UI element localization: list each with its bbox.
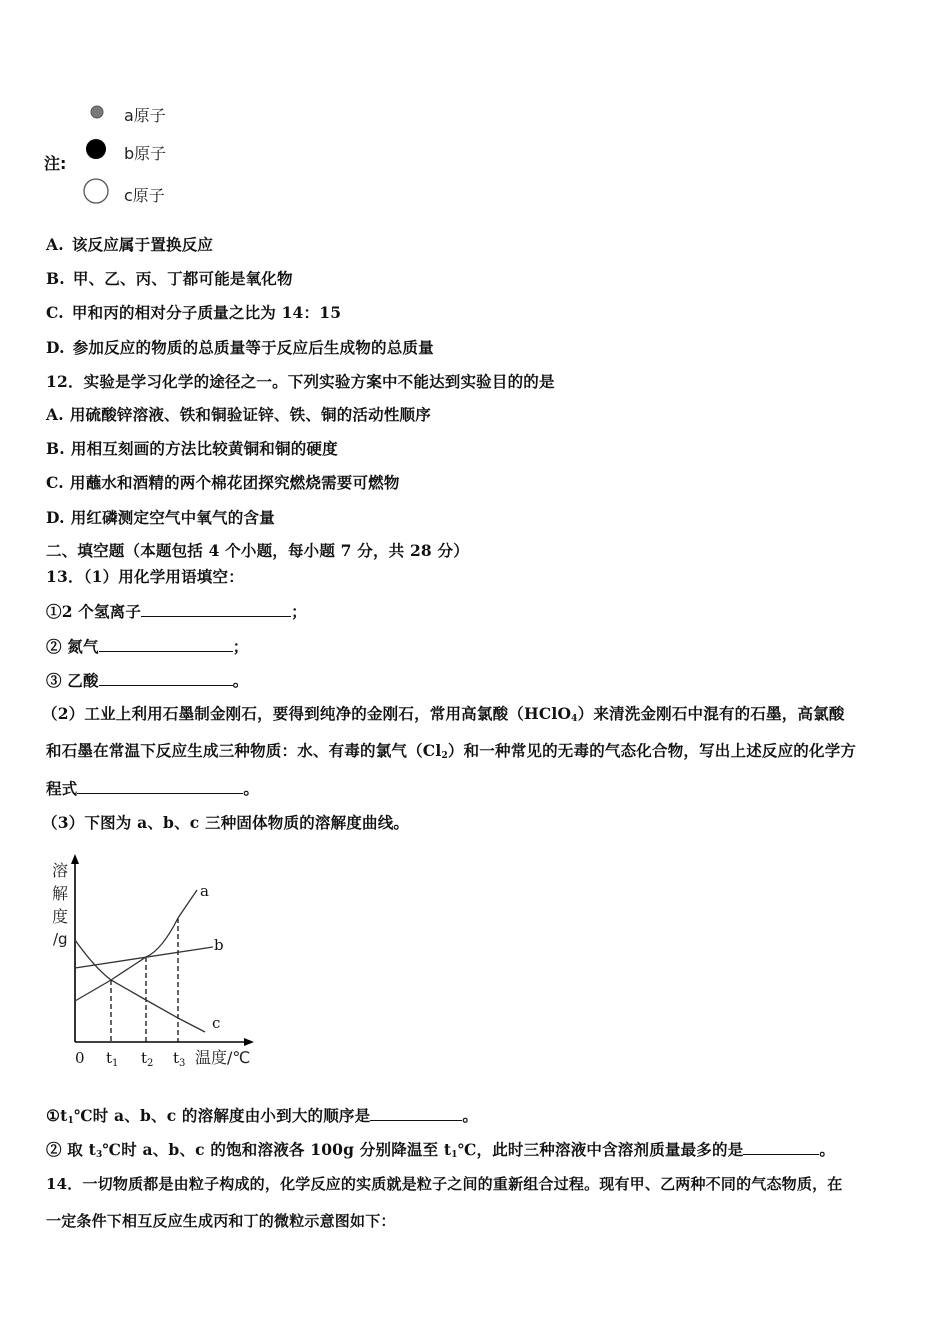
svg-text:t2: $t_2$ — [141, 1049, 154, 1069]
b-atom-label: b原子 — [124, 144, 167, 163]
section-heading: 二、填空题（本题包括 4 个小题，每小题 7 分，共 28 分） — [46, 541, 469, 560]
q13-part3-q1: $①t_1℃$时 a、b、c 的溶解度由小到大的顺序是 。 — [46, 1106, 479, 1126]
svg-text:t3: $t_3$ — [173, 1049, 186, 1069]
q13-part2-line2: 和石墨在常温下反应生成三种物质：水、有毒的氯气$(Cl_2)$和一种常见的无毒的气态化合物，写出上述反应的化学方 — [46, 741, 857, 761]
answer-blank-1[interactable] — [141, 601, 291, 617]
q11-option-c: C. 甲和丙的相对分子质量之比为 14：15 — [46, 303, 342, 322]
q12-stem: 12．实验是学习化学的途径之一。下列实验方案中不能达到实验目的的是 — [46, 372, 555, 391]
svg-text:a: a — [200, 882, 209, 900]
solubility-chart — [40, 850, 270, 1080]
svg-text:温度/℃: 温度/℃ — [195, 1048, 251, 1067]
q12-option-d: D. 用红磷测定空气中氧气的含量 — [46, 508, 275, 527]
answer-blank-3[interactable] — [99, 670, 233, 686]
a-atom-label: a原子 — [124, 106, 166, 125]
q13-part3-stem: （3）下图为 a、b、c 三种固体物质的溶解度曲线。 — [42, 813, 410, 832]
solvent-blank[interactable] — [743, 1139, 819, 1155]
svg-text:0: 0 — [75, 1049, 85, 1067]
order-blank[interactable] — [370, 1105, 462, 1121]
q13-blank-1: ①2 个氢离子 ； — [46, 602, 307, 621]
q13-part2-line1: （2）工业上利用石墨制金刚石，要得到纯净的金刚石，常用高氯酸（HClO$_4$）来清洗金刚石中混有的石墨，高氯酸 — [42, 704, 845, 724]
svg-text:溶: 溶 — [52, 861, 69, 880]
note-label: 注: — [44, 154, 67, 173]
atom-legend — [40, 95, 280, 215]
q11-option-b: B. 甲、乙、丙、丁都可能是氧化物 — [46, 269, 293, 288]
q13-blank-3: ③ 乙酸 。 — [46, 671, 249, 690]
q12-option-b: B. 用相互刻画的方法比较黄铜和铜的硬度 — [46, 439, 338, 458]
q14-line1: 14．一切物质都是由粒子构成的，化学反应的实质就是粒子之间的重新组合过程。现有甲、乙两种不同的气态物质，在 — [46, 1175, 843, 1193]
svg-text:t1: $t_1$ — [106, 1049, 119, 1069]
c-atom-icon — [84, 179, 108, 203]
q11-option-a: A. 该反应属于置换反应 — [46, 235, 214, 254]
svg-text:b: b — [214, 936, 224, 954]
answer-blank-2[interactable] — [99, 636, 233, 652]
a-atom-icon — [91, 106, 103, 118]
c-atom-label: c原子 — [124, 186, 165, 205]
series-b-line — [75, 947, 213, 968]
atom-symbols — [80, 95, 120, 213]
q13-part2-line3: 程式 。 — [46, 779, 260, 798]
b-atom-icon — [86, 139, 106, 159]
svg-text:度: 度 — [52, 907, 69, 926]
series-a-line — [75, 890, 197, 1001]
q13-part3-q2: ② 取 $t_3℃$时 a、b、c 的饱和溶液各 100g 分别降温至 $t_1℃$，此时三种溶液中含溶剂质量最多的是 。 — [46, 1140, 836, 1160]
q12-option-c: C. 用蘸水和酒精的两个棉花团探究燃烧需要可燃物 — [46, 473, 400, 492]
svg-text:解: 解 — [52, 884, 69, 903]
equation-blank[interactable] — [77, 778, 243, 794]
svg-text:c: c — [212, 1014, 221, 1032]
q14-line2: 一定条件下相互反应生成丙和丁的微粒示意图如下： — [46, 1212, 396, 1230]
series-c-line — [75, 940, 205, 1032]
x-axis-arrow — [244, 1038, 254, 1046]
q13-blank-2: ② 氮气 ； — [46, 637, 249, 656]
q13-stem: 13．（1）用化学用语填空： — [46, 567, 244, 586]
y-axis-arrow — [71, 854, 79, 864]
svg-text:/g: /g — [53, 930, 68, 948]
q11-option-d: D. 参加反应的物质的总质量等于反应后生成物的总质量 — [46, 338, 434, 357]
q12-option-a: A. 用硫酸锌溶液、铁和铜验证锌、铁、铜的活动性顺序 — [46, 405, 431, 424]
